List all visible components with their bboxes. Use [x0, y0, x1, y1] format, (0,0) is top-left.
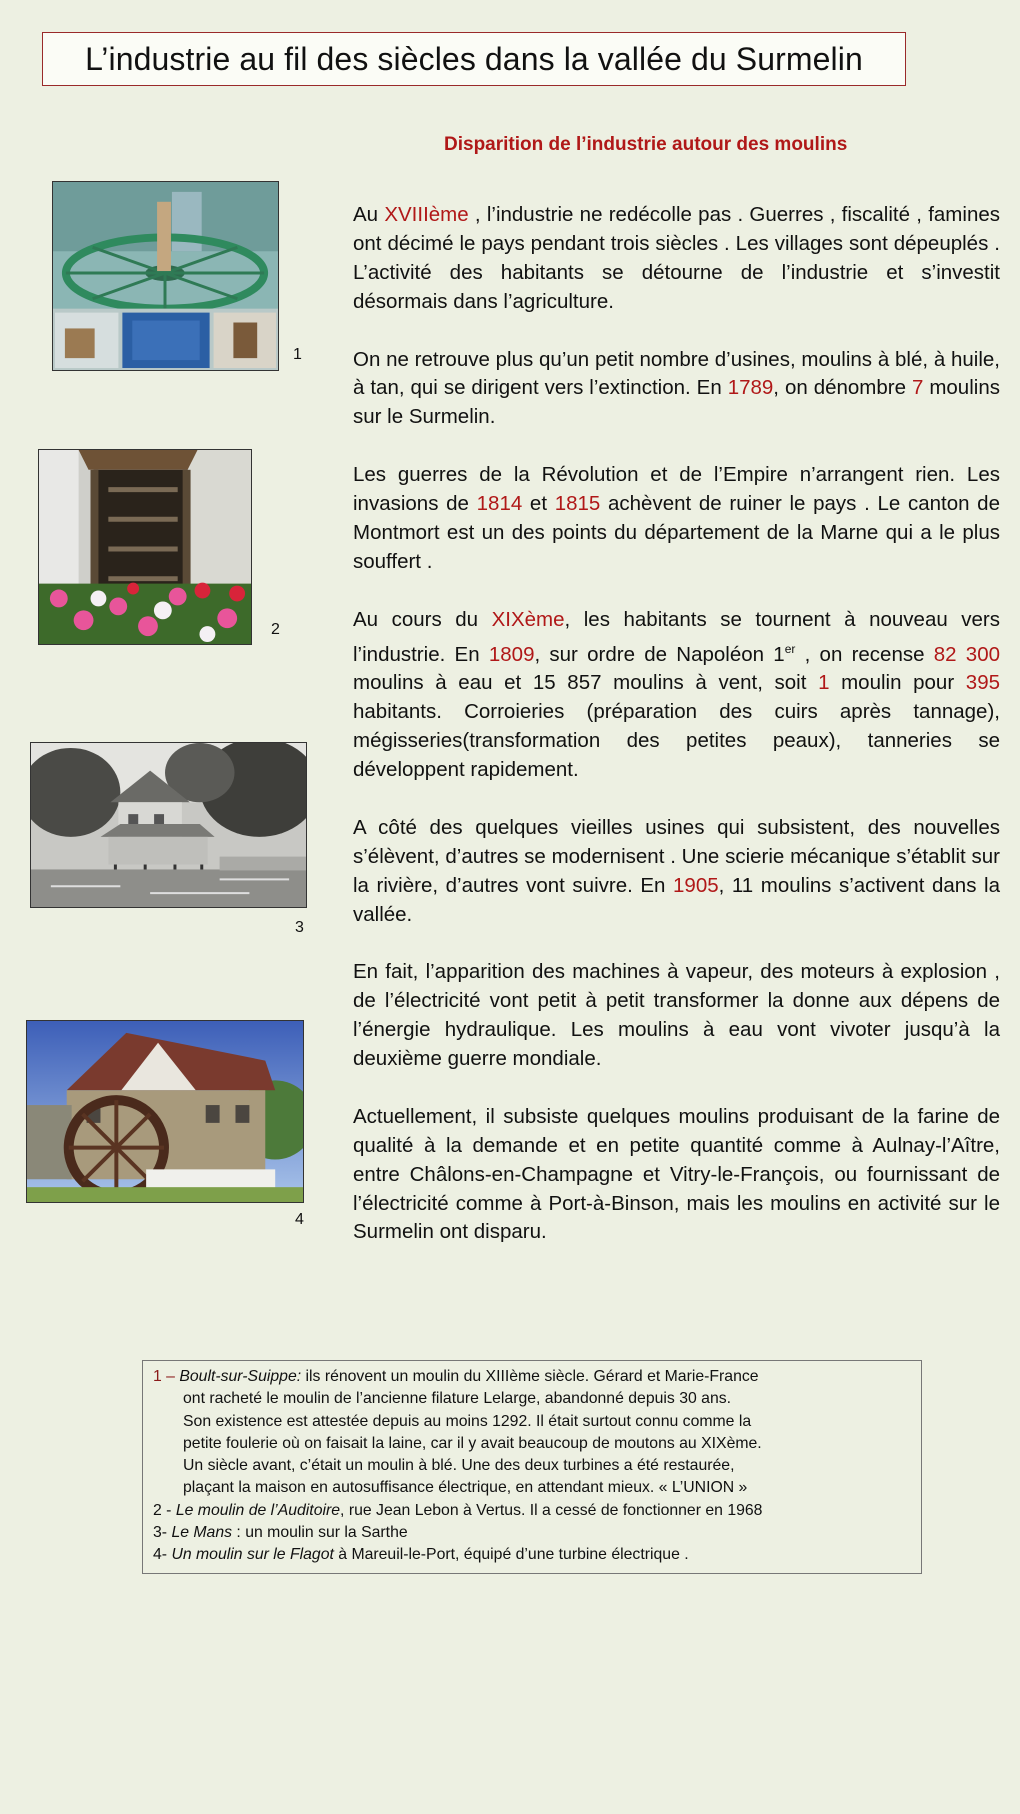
p3-highlight-year-1: 1814 — [476, 492, 523, 516]
p5-highlight-year: 1905 — [673, 873, 719, 897]
p4-highlight-one: 1 — [818, 671, 830, 695]
article-body — [353, 201, 1000, 1276]
p4-text-j: moulin pour — [829, 671, 966, 695]
p1-highlight-century: XVIIIème — [384, 203, 469, 226]
photo-3-mill-river-bw — [30, 742, 307, 908]
page-title: L’industrie au fil des siècles dans la vallée du Surmelin — [42, 32, 906, 86]
p4-highlight-water-mills: 82 300 — [933, 642, 1001, 666]
photo-captions — [142, 1360, 922, 1574]
caption-1-line-1 — [153, 1366, 911, 1388]
photo-1-mill-wheel-interior — [52, 181, 279, 371]
p4-text-e: , sur ordre de Napoléon 1 — [534, 642, 785, 666]
paragraph-1 — [353, 201, 1000, 317]
caption-1-place: Boult-sur-Suippe: — [179, 1368, 302, 1385]
caption-3-number: 3- — [153, 1524, 172, 1542]
photo-2-number: 2 — [271, 621, 280, 638]
p2-highlight-count: 7 — [911, 376, 924, 400]
caption-3 — [153, 1522, 911, 1544]
paragraph-6 — [353, 958, 1000, 1074]
photo-2-wheel-geraniums — [38, 449, 252, 645]
p1-text-c: , l’industrie ne redécolle pas . Guerres , fiscalité , famines ont décimé le pays pendant trois siècles . Les villages sont dépeuplés . L’activité des habitants se détourne de l’industrie et s’investit désormais dans l’agriculture. — [353, 203, 1000, 313]
p4-text-l: habitants. Corroieries (préparation des cuirs après tannage), mégisseries(transformation des petites peaux), tanneries se développent rapidement. — [353, 700, 1000, 781]
p5-text-a: A côté des quelques vieilles usines qui subsistent, des nouvelles s’élèvent, d’autres se modernisent . Une scierie mécanique s’établit sur la rivière, d’autres vont suivre. En — [353, 815, 1000, 897]
p3-text-e: achèvent de ruiner le pays . Le canton de Montmort est un des points du département de la Marne qui a le plus souffert . — [353, 492, 1000, 573]
paragraph-7 — [353, 1103, 1000, 1248]
paragraph-4 — [353, 606, 1000, 785]
section-subtitle: Disparition de l’industrie autour des moulins — [444, 134, 848, 155]
paragraph-5 — [353, 814, 1000, 930]
caption-4 — [153, 1544, 911, 1566]
photo-4-number: 4 — [295, 1211, 304, 1228]
p4-text-h: moulins à eau et 15 857 moulins à vent, soit — [353, 671, 819, 695]
caption-1-line-5: Un siècle avant, c’était un moulin à blé. Une des deux turbines a été restaurée, — [183, 1457, 735, 1475]
caption-1-number: 1 – — [153, 1368, 180, 1385]
photo-4-stone-mill-wheel — [26, 1020, 304, 1203]
p2-text-a: On ne retrouve plus qu’un petit nombre d’usines, moulins à blé, à huile, à tan, qui se dirigent vers l’extinction. En — [353, 347, 1000, 400]
caption-1-line-3: Son existence est attestée depuis au moins 1292. Il était surtout connu comme la — [183, 1412, 752, 1430]
p2-highlight-year: 1789 — [727, 376, 774, 400]
p4-highlight-century: XIXème — [491, 607, 565, 631]
p3-text-a: Les guerres de la Révolution et de l’Empire n’arrangent rien. Les invasions de — [353, 463, 1000, 516]
caption-4-number: 4- — [153, 1546, 172, 1564]
p2-text-e: moulins sur le Surmelin. — [353, 376, 1000, 429]
caption-1-text: ils rénovent un moulin du XIIIème siècle. Gérard et Marie-France — [301, 1368, 759, 1385]
p6-text-a: En fait, l’apparition des machines à vapeur, des moteurs à explosion , de l’électricité vont petit à petit transformer la donne aux dépens de l’énergie hydraulique. Les moulins à eau vont vivoter jusqu’à la deuxième guerre mondiale. — [353, 960, 1000, 1071]
caption-2-text: , rue Jean Lebon à Vertus. Il a cessé de fonctionner en 1968 — [340, 1501, 763, 1519]
caption-2-place: Le moulin de l’Auditoire — [175, 1501, 341, 1519]
photo-3-number: 3 — [295, 919, 304, 936]
p4-text-c: , les habitants se tournent à nouveau vers l’industrie. En — [353, 607, 1001, 666]
photo-1-number: 1 — [293, 346, 302, 363]
caption-4-text: à Mareuil-le-Port, équipé d’une turbine électrique . — [333, 1546, 689, 1564]
p3-text-c: et — [522, 492, 555, 516]
caption-1-line-4: petite foulerie où on faisait la laine, car il y avait beaucoup de moutons au XIXème. — [183, 1434, 762, 1452]
caption-3-text: : un moulin sur la Sarthe — [232, 1524, 408, 1542]
caption-1-line-2: ont racheté le moulin de l’ancienne filature Lelarge, abandonné depuis 30 ans. — [183, 1390, 732, 1408]
p4-highlight-inhabitants: 395 — [965, 671, 1001, 695]
p4-text-a: Au cours du — [353, 607, 492, 631]
caption-2 — [153, 1500, 911, 1522]
p4-highlight-year: 1809 — [488, 642, 535, 666]
p1-text-a: Au — [353, 203, 385, 226]
p4-superscript: er — [784, 641, 796, 656]
p2-text-c: , on dénombre — [773, 376, 912, 400]
caption-2-number: 2 - — [153, 1501, 176, 1519]
p3-highlight-year-2: 1815 — [554, 492, 601, 516]
p7-text-a: Actuellement, il subsiste quelques moulins produisant de la farine de qualité à la demande et en petite quantité comme à Aulnay-l’Aître, entre Châlons-en-Champagne et Vitry-le-François, ou fournissant de l’électricité comme à Port-à-Binson, mais les moulins en activité sur le Surmelin ont disparu. — [353, 1104, 1000, 1244]
caption-1-line-6: plaçant la maison en autosuffisance électrique, en attendant mieux. « L’UNION » — [183, 1479, 748, 1497]
p4-text-f: , on recense — [795, 642, 934, 666]
paragraph-3 — [353, 461, 1000, 577]
paragraph-2 — [353, 346, 1000, 433]
caption-3-place: Le Mans — [171, 1524, 233, 1542]
caption-4-place: Un moulin sur le Flagot — [171, 1546, 334, 1564]
p5-text-c: , 11 moulins s’activent dans la vallée. — [353, 873, 1000, 926]
